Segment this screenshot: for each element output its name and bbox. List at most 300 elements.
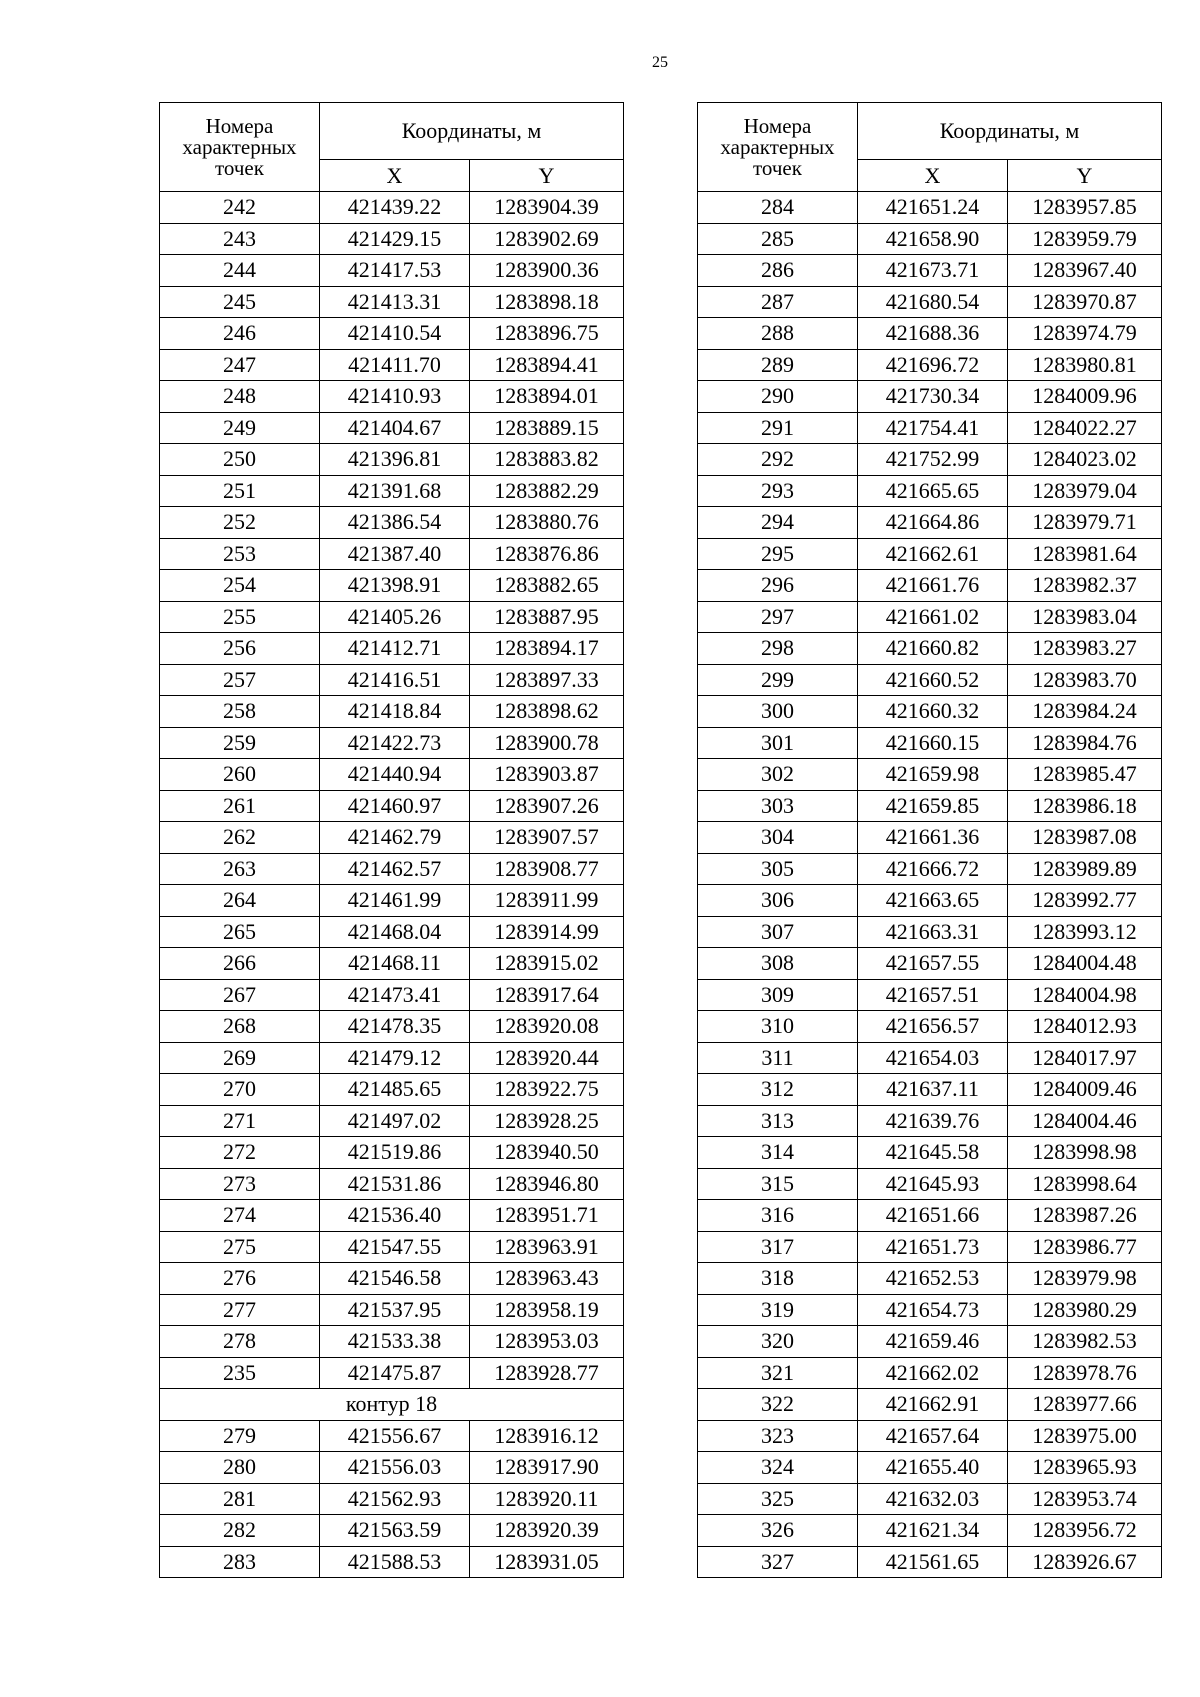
y-coordinate-cell: 1283876.86 [470, 538, 624, 570]
point-number-cell: 282 [160, 1515, 320, 1547]
point-number-cell: 290 [698, 381, 858, 413]
x-coordinate-cell: 421405.26 [320, 601, 470, 633]
section-label: контур 18 [160, 1389, 624, 1421]
table-row [160, 1168, 624, 1200]
y-coordinate-cell: 1283897.33 [470, 664, 624, 696]
table-row [160, 1105, 624, 1137]
table-row [698, 349, 1162, 381]
y-coordinate-cell: 1283979.98 [1008, 1263, 1162, 1295]
y-coordinate-cell: 1283956.72 [1008, 1515, 1162, 1547]
x-coordinate-cell: 421413.31 [320, 286, 470, 318]
y-coordinate-cell: 1283975.00 [1008, 1420, 1162, 1452]
table-row [160, 916, 624, 948]
y-coordinate-cell: 1283981.64 [1008, 538, 1162, 570]
x-coordinate-cell: 421655.40 [858, 1452, 1008, 1484]
y-coordinate-cell: 1283993.12 [1008, 916, 1162, 948]
x-coordinate-cell: 421479.12 [320, 1042, 470, 1074]
x-coordinate-cell: 421651.24 [858, 192, 1008, 224]
point-number-cell: 288 [698, 318, 858, 350]
y-coordinate-cell: 1283986.77 [1008, 1231, 1162, 1263]
x-coordinate-cell: 421645.58 [858, 1137, 1008, 1169]
table-row [698, 1420, 1162, 1452]
table-row [698, 979, 1162, 1011]
point-number-cell: 255 [160, 601, 320, 633]
y-coordinate-cell: 1283880.76 [470, 507, 624, 539]
point-number-cell: 277 [160, 1294, 320, 1326]
point-number-cell: 268 [160, 1011, 320, 1043]
table-row [160, 507, 624, 539]
y-coordinate-cell: 1283902.69 [470, 223, 624, 255]
x-coordinate-cell: 421662.02 [858, 1357, 1008, 1389]
point-number-cell: 283 [160, 1546, 320, 1578]
table-row [698, 1357, 1162, 1389]
y-coordinate-cell: 1283998.98 [1008, 1137, 1162, 1169]
x-coordinate-cell: 421645.93 [858, 1168, 1008, 1200]
table-row [698, 790, 1162, 822]
x-coordinate-cell: 421519.86 [320, 1137, 470, 1169]
point-number-cell: 274 [160, 1200, 320, 1232]
table-row [698, 759, 1162, 791]
y-header: Y [470, 160, 624, 192]
table-row [160, 664, 624, 696]
table-row [160, 192, 624, 224]
table-row [698, 223, 1162, 255]
x-coordinate-cell: 421657.64 [858, 1420, 1008, 1452]
point-number-cell: 299 [698, 664, 858, 696]
point-number-cell: 281 [160, 1483, 320, 1515]
point-number-cell: 319 [698, 1294, 858, 1326]
point-number-cell: 306 [698, 885, 858, 917]
points-header-line3: точек [753, 155, 802, 180]
point-number-cell: 307 [698, 916, 858, 948]
point-number-cell: 315 [698, 1168, 858, 1200]
x-coordinate-cell: 421660.15 [858, 727, 1008, 759]
table-row [160, 601, 624, 633]
x-coordinate-cell: 421688.36 [858, 318, 1008, 350]
point-number-cell: 247 [160, 349, 320, 381]
x-coordinate-cell: 421661.02 [858, 601, 1008, 633]
table-row [160, 1420, 624, 1452]
table-row [160, 1483, 624, 1515]
point-number-cell: 293 [698, 475, 858, 507]
y-coordinate-cell: 1283907.26 [470, 790, 624, 822]
x-coordinate-cell: 421411.70 [320, 349, 470, 381]
x-coordinate-cell: 421497.02 [320, 1105, 470, 1137]
y-coordinate-cell: 1283911.99 [470, 885, 624, 917]
y-coordinate-cell: 1283907.57 [470, 822, 624, 854]
x-coordinate-cell: 421398.91 [320, 570, 470, 602]
point-number-cell: 254 [160, 570, 320, 602]
y-coordinate-cell: 1284023.02 [1008, 444, 1162, 476]
points-header-line2: характерных [182, 134, 297, 159]
x-coordinate-cell: 421656.57 [858, 1011, 1008, 1043]
y-coordinate-cell: 1283917.64 [470, 979, 624, 1011]
table-row [698, 286, 1162, 318]
point-number-cell: 324 [698, 1452, 858, 1484]
point-number-cell: 267 [160, 979, 320, 1011]
x-coordinate-cell: 421673.71 [858, 255, 1008, 287]
table-row [698, 1389, 1162, 1421]
table-row [698, 1483, 1162, 1515]
table-row [160, 1326, 624, 1358]
x-coordinate-cell: 421533.38 [320, 1326, 470, 1358]
table-row [698, 1546, 1162, 1578]
table-row [160, 1011, 624, 1043]
y-coordinate-cell: 1283903.87 [470, 759, 624, 791]
x-header: X [858, 160, 1008, 192]
table-row [160, 412, 624, 444]
x-coordinate-cell: 421654.73 [858, 1294, 1008, 1326]
y-coordinate-cell: 1283900.78 [470, 727, 624, 759]
point-number-cell: 286 [698, 255, 858, 287]
x-coordinate-cell: 421652.53 [858, 1263, 1008, 1295]
table-row [698, 916, 1162, 948]
x-coordinate-cell: 421632.03 [858, 1483, 1008, 1515]
y-coordinate-cell: 1283980.29 [1008, 1294, 1162, 1326]
point-number-cell: 318 [698, 1263, 858, 1295]
y-coordinate-cell: 1283889.15 [470, 412, 624, 444]
y-coordinate-cell: 1283963.91 [470, 1231, 624, 1263]
table-row [698, 570, 1162, 602]
x-coordinate-cell: 421416.51 [320, 664, 470, 696]
point-number-cell: 276 [160, 1263, 320, 1295]
y-coordinate-cell: 1283974.79 [1008, 318, 1162, 350]
x-coordinate-cell: 421478.35 [320, 1011, 470, 1043]
page-number: 25 [652, 54, 668, 71]
table-row [698, 1105, 1162, 1137]
x-header: X [320, 160, 470, 192]
y-coordinate-cell: 1284004.98 [1008, 979, 1162, 1011]
table-row [160, 759, 624, 791]
table-row [160, 633, 624, 665]
x-coordinate-cell: 421468.11 [320, 948, 470, 980]
point-number-cell: 242 [160, 192, 320, 224]
x-coordinate-cell: 421651.66 [858, 1200, 1008, 1232]
table-row [698, 696, 1162, 728]
point-number-cell: 285 [698, 223, 858, 255]
x-coordinate-cell: 421439.22 [320, 192, 470, 224]
x-coordinate-cell: 421661.76 [858, 570, 1008, 602]
x-coordinate-cell: 421429.15 [320, 223, 470, 255]
y-coordinate-cell: 1283898.62 [470, 696, 624, 728]
x-coordinate-cell: 421666.72 [858, 853, 1008, 885]
table-row [160, 1357, 624, 1389]
y-coordinate-cell: 1283882.29 [470, 475, 624, 507]
y-coordinate-cell: 1283887.95 [470, 601, 624, 633]
point-number-cell: 295 [698, 538, 858, 570]
points-header [160, 103, 320, 192]
point-number-cell: 327 [698, 1546, 858, 1578]
x-coordinate-cell: 421658.90 [858, 223, 1008, 255]
table-row [160, 475, 624, 507]
coordinates-table-right [697, 102, 1162, 1578]
table-row [160, 853, 624, 885]
x-coordinate-cell: 421730.34 [858, 381, 1008, 413]
point-number-cell: 270 [160, 1074, 320, 1106]
y-coordinate-cell: 1283914.99 [470, 916, 624, 948]
y-coordinate-cell: 1283986.18 [1008, 790, 1162, 822]
point-number-cell: 314 [698, 1137, 858, 1169]
y-coordinate-cell: 1283998.64 [1008, 1168, 1162, 1200]
x-coordinate-cell: 421660.52 [858, 664, 1008, 696]
x-coordinate-cell: 421657.55 [858, 948, 1008, 980]
table-row [698, 1137, 1162, 1169]
x-coordinate-cell: 421561.65 [858, 1546, 1008, 1578]
y-coordinate-cell: 1283896.75 [470, 318, 624, 350]
x-coordinate-cell: 421588.53 [320, 1546, 470, 1578]
point-number-cell: 294 [698, 507, 858, 539]
y-coordinate-cell: 1283922.75 [470, 1074, 624, 1106]
y-coordinate-cell: 1283989.89 [1008, 853, 1162, 885]
table-row [160, 979, 624, 1011]
y-coordinate-cell: 1283917.90 [470, 1452, 624, 1484]
points-header-line2: характерных [720, 134, 835, 159]
point-number-cell: 325 [698, 1483, 858, 1515]
table-row [160, 349, 624, 381]
point-number-cell: 269 [160, 1042, 320, 1074]
y-coordinate-cell: 1283984.24 [1008, 696, 1162, 728]
x-coordinate-cell: 421563.59 [320, 1515, 470, 1547]
x-coordinate-cell: 421404.67 [320, 412, 470, 444]
point-number-cell: 243 [160, 223, 320, 255]
table-row [698, 1515, 1162, 1547]
y-coordinate-cell: 1283984.76 [1008, 727, 1162, 759]
coordinates-table-left [159, 102, 624, 1578]
y-coordinate-cell: 1283970.87 [1008, 286, 1162, 318]
point-number-cell: 297 [698, 601, 858, 633]
point-number-cell: 305 [698, 853, 858, 885]
point-number-cell: 259 [160, 727, 320, 759]
table-row [160, 1042, 624, 1074]
y-coordinate-cell: 1283957.85 [1008, 192, 1162, 224]
point-number-cell: 260 [160, 759, 320, 791]
table-row [698, 1011, 1162, 1043]
point-number-cell: 298 [698, 633, 858, 665]
y-coordinate-cell: 1283977.66 [1008, 1389, 1162, 1421]
x-coordinate-cell: 421387.40 [320, 538, 470, 570]
y-coordinate-cell: 1283915.02 [470, 948, 624, 980]
table-row [160, 1231, 624, 1263]
x-coordinate-cell: 421531.86 [320, 1168, 470, 1200]
table-row [160, 1546, 624, 1578]
point-number-cell: 313 [698, 1105, 858, 1137]
x-coordinate-cell: 421462.57 [320, 853, 470, 885]
point-number-cell: 323 [698, 1420, 858, 1452]
point-number-cell: 252 [160, 507, 320, 539]
x-coordinate-cell: 421664.86 [858, 507, 1008, 539]
x-coordinate-cell: 421662.91 [858, 1389, 1008, 1421]
table-row [160, 570, 624, 602]
x-coordinate-cell: 421473.41 [320, 979, 470, 1011]
x-coordinate-cell: 421562.93 [320, 1483, 470, 1515]
y-coordinate-cell: 1283940.50 [470, 1137, 624, 1169]
point-number-cell: 309 [698, 979, 858, 1011]
x-coordinate-cell: 421665.65 [858, 475, 1008, 507]
point-number-cell: 308 [698, 948, 858, 980]
point-number-cell: 284 [698, 192, 858, 224]
point-number-cell: 303 [698, 790, 858, 822]
x-coordinate-cell: 421391.68 [320, 475, 470, 507]
point-number-cell: 249 [160, 412, 320, 444]
point-number-cell: 316 [698, 1200, 858, 1232]
table-row [160, 1452, 624, 1484]
table-row [160, 1263, 624, 1295]
y-coordinate-cell: 1284009.46 [1008, 1074, 1162, 1106]
table-row [160, 790, 624, 822]
x-coordinate-cell: 421462.79 [320, 822, 470, 854]
table-row [698, 444, 1162, 476]
y-coordinate-cell: 1283894.17 [470, 633, 624, 665]
x-coordinate-cell: 421651.73 [858, 1231, 1008, 1263]
y-coordinate-cell: 1283959.79 [1008, 223, 1162, 255]
points-header-line3: точек [215, 155, 264, 180]
point-number-cell: 310 [698, 1011, 858, 1043]
table-row [698, 1074, 1162, 1106]
x-coordinate-cell: 421660.82 [858, 633, 1008, 665]
point-number-cell: 258 [160, 696, 320, 728]
table-row [698, 507, 1162, 539]
point-number-cell: 235 [160, 1357, 320, 1389]
x-coordinate-cell: 421663.65 [858, 885, 1008, 917]
table-row [698, 412, 1162, 444]
point-number-cell: 271 [160, 1105, 320, 1137]
table-row [160, 444, 624, 476]
x-coordinate-cell: 421547.55 [320, 1231, 470, 1263]
y-coordinate-cell: 1283928.77 [470, 1357, 624, 1389]
x-coordinate-cell: 421639.76 [858, 1105, 1008, 1137]
point-number-cell: 301 [698, 727, 858, 759]
x-coordinate-cell: 421621.34 [858, 1515, 1008, 1547]
x-coordinate-cell: 421485.65 [320, 1074, 470, 1106]
y-coordinate-cell: 1284017.97 [1008, 1042, 1162, 1074]
point-number-cell: 321 [698, 1357, 858, 1389]
x-coordinate-cell: 421637.11 [858, 1074, 1008, 1106]
x-coordinate-cell: 421659.98 [858, 759, 1008, 791]
y-coordinate-cell: 1283916.12 [470, 1420, 624, 1452]
table-row [698, 1200, 1162, 1232]
x-coordinate-cell: 421537.95 [320, 1294, 470, 1326]
point-number-cell: 287 [698, 286, 858, 318]
table-row [698, 1168, 1162, 1200]
x-coordinate-cell: 421546.58 [320, 1263, 470, 1295]
table-row [698, 1326, 1162, 1358]
point-number-cell: 244 [160, 255, 320, 287]
table-row [698, 601, 1162, 633]
y-coordinate-cell: 1284004.46 [1008, 1105, 1162, 1137]
point-number-cell: 312 [698, 1074, 858, 1106]
coordinates-header: Координаты, м [320, 103, 624, 160]
table-row [160, 1515, 624, 1547]
table-row [698, 318, 1162, 350]
point-number-cell: 320 [698, 1326, 858, 1358]
x-coordinate-cell: 421418.84 [320, 696, 470, 728]
y-coordinate-cell: 1283920.44 [470, 1042, 624, 1074]
x-coordinate-cell: 421754.41 [858, 412, 1008, 444]
point-number-cell: 248 [160, 381, 320, 413]
y-coordinate-cell: 1283920.08 [470, 1011, 624, 1043]
x-coordinate-cell: 421417.53 [320, 255, 470, 287]
x-coordinate-cell: 421659.46 [858, 1326, 1008, 1358]
table-row [160, 381, 624, 413]
point-number-cell: 253 [160, 538, 320, 570]
table-row [698, 885, 1162, 917]
point-number-cell: 263 [160, 853, 320, 885]
y-coordinate-cell: 1283967.40 [1008, 255, 1162, 287]
table-row [698, 192, 1162, 224]
y-coordinate-cell: 1283894.01 [470, 381, 624, 413]
y-coordinate-cell: 1283900.36 [470, 255, 624, 287]
table-row [698, 1042, 1162, 1074]
y-coordinate-cell: 1283983.70 [1008, 664, 1162, 696]
table-row [160, 318, 624, 350]
y-coordinate-cell: 1283979.71 [1008, 507, 1162, 539]
point-number-cell: 275 [160, 1231, 320, 1263]
y-coordinate-cell: 1283931.05 [470, 1546, 624, 1578]
table-row [160, 696, 624, 728]
x-coordinate-cell: 421422.73 [320, 727, 470, 759]
point-number-cell: 250 [160, 444, 320, 476]
x-coordinate-cell: 421696.72 [858, 349, 1008, 381]
y-coordinate-cell: 1284009.96 [1008, 381, 1162, 413]
table-row [698, 381, 1162, 413]
y-coordinate-cell: 1283980.81 [1008, 349, 1162, 381]
x-coordinate-cell: 421536.40 [320, 1200, 470, 1232]
y-coordinate-cell: 1283983.04 [1008, 601, 1162, 633]
y-coordinate-cell: 1283883.82 [470, 444, 624, 476]
y-coordinate-cell: 1283985.47 [1008, 759, 1162, 791]
table-row [160, 1294, 624, 1326]
x-coordinate-cell: 421461.99 [320, 885, 470, 917]
y-coordinate-cell: 1283963.43 [470, 1263, 624, 1295]
y-coordinate-cell: 1283965.93 [1008, 1452, 1162, 1484]
point-number-cell: 280 [160, 1452, 320, 1484]
table-row [698, 664, 1162, 696]
y-coordinate-cell: 1283882.65 [470, 570, 624, 602]
point-number-cell: 264 [160, 885, 320, 917]
y-coordinate-cell: 1283908.77 [470, 853, 624, 885]
coordinates-header: Координаты, м [858, 103, 1162, 160]
x-coordinate-cell: 421410.54 [320, 318, 470, 350]
table-row [698, 255, 1162, 287]
y-coordinate-cell: 1283926.67 [1008, 1546, 1162, 1578]
y-coordinate-cell: 1283958.19 [470, 1294, 624, 1326]
y-coordinate-cell: 1283983.27 [1008, 633, 1162, 665]
y-coordinate-cell: 1283928.25 [470, 1105, 624, 1137]
table-row [698, 1294, 1162, 1326]
point-number-cell: 326 [698, 1515, 858, 1547]
y-coordinate-cell: 1284022.27 [1008, 412, 1162, 444]
table-row [160, 1137, 624, 1169]
table-row [160, 822, 624, 854]
point-number-cell: 262 [160, 822, 320, 854]
points-header [698, 103, 858, 192]
table-row [160, 1074, 624, 1106]
x-coordinate-cell: 421386.54 [320, 507, 470, 539]
x-coordinate-cell: 421460.97 [320, 790, 470, 822]
point-number-cell: 266 [160, 948, 320, 980]
table-row [160, 286, 624, 318]
y-coordinate-cell: 1283946.80 [470, 1168, 624, 1200]
point-number-cell: 261 [160, 790, 320, 822]
x-coordinate-cell: 421412.71 [320, 633, 470, 665]
table-row [698, 475, 1162, 507]
y-coordinate-cell: 1283904.39 [470, 192, 624, 224]
x-coordinate-cell: 421662.61 [858, 538, 1008, 570]
y-coordinate-cell: 1283953.03 [470, 1326, 624, 1358]
points-header-line1: Номера [743, 113, 812, 138]
point-number-cell: 311 [698, 1042, 858, 1074]
table-row [160, 1200, 624, 1232]
